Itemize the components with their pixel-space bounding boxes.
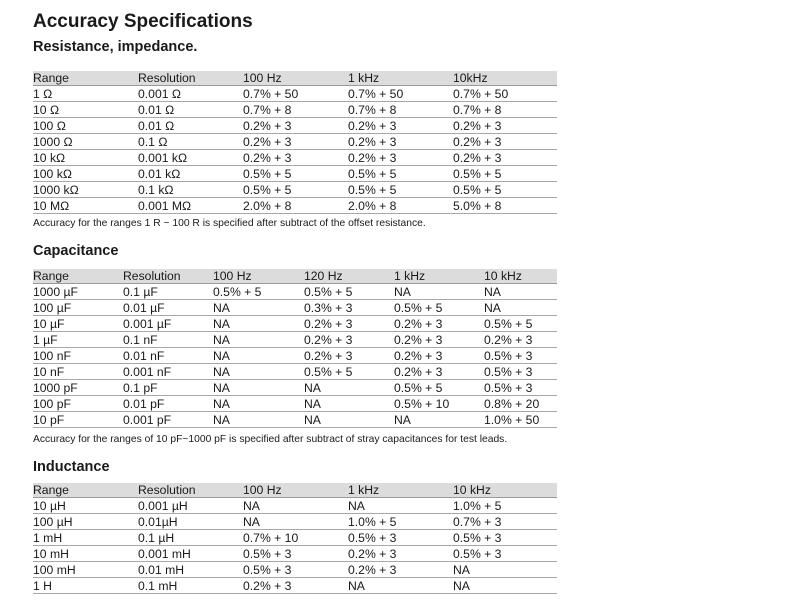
table-cell: 0.001 Ω <box>138 86 243 102</box>
table-cell: NA <box>213 380 304 396</box>
table-cell: 0.1 nF <box>123 332 213 348</box>
table-cell: 1.0% + 50 <box>484 412 557 428</box>
column-header: 1 kHz <box>348 483 453 498</box>
column-header: 100 Hz <box>213 269 304 284</box>
table-row <box>33 86 557 102</box>
resistance-table <box>33 71 557 214</box>
table-cell: 0.5% + 5 <box>348 166 453 182</box>
table-cell: NA <box>213 332 304 348</box>
table-cell: 0.5% + 10 <box>394 396 484 412</box>
column-header: Range <box>33 483 138 498</box>
table-cell: 0.8% + 20 <box>484 396 557 412</box>
table-cell: 0.5% + 3 <box>243 546 348 562</box>
table-cell: 0.1 pF <box>123 380 213 396</box>
table-row <box>33 284 557 300</box>
table-cell: 1 mH <box>33 530 138 546</box>
table-cell: 0.2% + 3 <box>348 150 453 166</box>
table-cell: 0.7% + 8 <box>453 102 557 118</box>
table-cell: 0.2% + 3 <box>453 134 557 150</box>
table-cell: NA <box>348 498 453 514</box>
table-cell: 0.7% + 10 <box>243 530 348 546</box>
table-cell: NA <box>213 348 304 364</box>
table-cell: 0.7% + 3 <box>453 514 557 530</box>
table-row <box>33 134 557 150</box>
capacitance-table <box>33 269 557 428</box>
table-cell: 1 Ω <box>33 86 138 102</box>
table-cell: 0.7% + 50 <box>243 86 348 102</box>
table-cell: 0.2% + 3 <box>348 118 453 134</box>
table-cell: 1.0% + 5 <box>348 514 453 530</box>
table-row <box>33 166 557 182</box>
table-cell: 0.5% + 5 <box>484 316 557 332</box>
table-cell: 0.2% + 3 <box>304 316 394 332</box>
table-cell: 0.1 µH <box>138 530 243 546</box>
table-cell: 10 Ω <box>33 102 138 118</box>
table-cell: 0.2% + 3 <box>243 134 348 150</box>
table-cell: NA <box>304 380 394 396</box>
table-cell: 2.0% + 8 <box>348 198 453 214</box>
table-cell: 0.7% + 8 <box>243 102 348 118</box>
table-row <box>33 380 557 396</box>
table-cell: 0.5% + 5 <box>394 300 484 316</box>
table-cell: 0.7% + 8 <box>348 102 453 118</box>
table-cell: 0.2% + 3 <box>243 118 348 134</box>
table-cell: 0.5% + 5 <box>243 166 348 182</box>
table-cell: 10 pF <box>33 412 123 428</box>
table-cell: 0.5% + 3 <box>348 530 453 546</box>
table-cell: 0.1 mH <box>138 578 243 594</box>
table-row <box>33 198 557 214</box>
column-header: 1 kHz <box>348 71 453 86</box>
table-row <box>33 150 557 166</box>
column-header: 120 Hz <box>304 269 394 284</box>
table-row <box>33 118 557 134</box>
table-cell: 0.01 µF <box>123 300 213 316</box>
table-cell: NA <box>484 300 557 316</box>
table-cell: 0.001 mH <box>138 546 243 562</box>
table-cell: NA <box>394 412 484 428</box>
table-cell: 100 µH <box>33 514 138 530</box>
column-header: Resolution <box>138 71 243 86</box>
table-row <box>33 412 557 428</box>
column-header: 10 kHz <box>453 483 557 498</box>
table-cell: 2.0% + 8 <box>243 198 348 214</box>
table-cell: 100 kΩ <box>33 166 138 182</box>
table-cell: 0.5% + 5 <box>213 284 304 300</box>
table-cell: NA <box>213 412 304 428</box>
table-row <box>33 182 557 198</box>
table-cell: 0.001 µF <box>123 316 213 332</box>
table-cell: 1.0% + 5 <box>453 498 557 514</box>
table-cell: NA <box>453 578 557 594</box>
table-cell: 0.5% + 3 <box>484 348 557 364</box>
table-cell: 0.01 Ω <box>138 118 243 134</box>
table-header-row <box>33 269 557 284</box>
table-cell: 1000 µF <box>33 284 123 300</box>
table-cell: 0.2% + 3 <box>304 332 394 348</box>
table-cell: 0.01 nF <box>123 348 213 364</box>
table-cell: 0.01 Ω <box>138 102 243 118</box>
column-header: Range <box>33 71 138 86</box>
table-row <box>33 546 557 562</box>
table-row <box>33 300 557 316</box>
table-cell: 1 µF <box>33 332 123 348</box>
table-row <box>33 562 557 578</box>
table-cell: NA <box>348 578 453 594</box>
table-cell: 0.7% + 50 <box>453 86 557 102</box>
table-cell: 0.2% + 3 <box>243 578 348 594</box>
table-cell: 0.5% + 3 <box>484 364 557 380</box>
resistance-section-title: Resistance, impedance. <box>33 39 198 55</box>
table-cell: 0.5% + 5 <box>243 182 348 198</box>
table-cell: NA <box>213 396 304 412</box>
table-cell: NA <box>213 316 304 332</box>
inductance-table <box>33 483 557 594</box>
table-row <box>33 364 557 380</box>
table-cell: 10 µF <box>33 316 123 332</box>
table-cell: 0.01 mH <box>138 562 243 578</box>
table-row <box>33 396 557 412</box>
table-cell: 0.001 pF <box>123 412 213 428</box>
table-cell: 0.2% + 3 <box>484 332 557 348</box>
column-header: 10 kHz <box>484 269 557 284</box>
table-cell: 0.2% + 3 <box>453 150 557 166</box>
table-cell: NA <box>213 300 304 316</box>
table-cell: 0.5% + 5 <box>453 166 557 182</box>
table-cell: 0.2% + 3 <box>453 118 557 134</box>
table-cell: 0.5% + 5 <box>453 182 557 198</box>
table-cell: 0.2% + 3 <box>394 316 484 332</box>
inductance-section-title: Inductance <box>33 459 110 475</box>
table-cell: 0.2% + 3 <box>243 150 348 166</box>
table-cell: NA <box>243 498 348 514</box>
table-cell: 0.5% + 5 <box>348 182 453 198</box>
table-cell: 0.001 MΩ <box>138 198 243 214</box>
table-cell: 10 kΩ <box>33 150 138 166</box>
table-row <box>33 578 557 594</box>
table-cell: 1000 pF <box>33 380 123 396</box>
table-cell: 0.5% + 5 <box>304 284 394 300</box>
table-cell: NA <box>213 364 304 380</box>
table-cell: 0.001 nF <box>123 364 213 380</box>
table-cell: NA <box>304 412 394 428</box>
table-row <box>33 530 557 546</box>
table-row <box>33 498 557 514</box>
table-cell: 100 Ω <box>33 118 138 134</box>
table-cell: 0.01 kΩ <box>138 166 243 182</box>
table-row <box>33 102 557 118</box>
table-cell: NA <box>453 562 557 578</box>
table-header-row <box>33 71 557 86</box>
table-cell: 0.3% + 3 <box>304 300 394 316</box>
capacitance-section-title: Capacitance <box>33 243 119 259</box>
table-cell: 1000 Ω <box>33 134 138 150</box>
table-cell: 10 µH <box>33 498 138 514</box>
column-header: Resolution <box>123 269 213 284</box>
table-cell: 0.2% + 3 <box>348 134 453 150</box>
table-cell: 10 nF <box>33 364 123 380</box>
table-cell: 100 nF <box>33 348 123 364</box>
table-cell: 0.5% + 3 <box>453 530 557 546</box>
table-cell: 0.001 kΩ <box>138 150 243 166</box>
table-cell: NA <box>243 514 348 530</box>
table-cell: 0.2% + 3 <box>394 332 484 348</box>
column-header: 100 Hz <box>243 71 348 86</box>
table-row <box>33 348 557 364</box>
table-cell: 0.2% + 3 <box>304 348 394 364</box>
table-cell: NA <box>394 284 484 300</box>
column-header: 10kHz <box>453 71 557 86</box>
column-header: Resolution <box>138 483 243 498</box>
table-cell: 0.5% + 5 <box>304 364 394 380</box>
page-title: Accuracy Specifications <box>33 11 253 32</box>
table-cell: 1000 kΩ <box>33 182 138 198</box>
table-cell: 10 MΩ <box>33 198 138 214</box>
table-header-row <box>33 483 557 498</box>
table-row <box>33 316 557 332</box>
table-cell: 100 mH <box>33 562 138 578</box>
column-header: 100 Hz <box>243 483 348 498</box>
table-cell: 0.1 Ω <box>138 134 243 150</box>
table-cell: NA <box>304 396 394 412</box>
table-row <box>33 332 557 348</box>
table-cell: 10 mH <box>33 546 138 562</box>
table-cell: 0.01 pF <box>123 396 213 412</box>
table-cell: 100 pF <box>33 396 123 412</box>
capacitance-note: Accuracy for the ranges of 10 pF~1000 pF is specified after subtract of stray capacitances for test leads. <box>33 434 508 445</box>
table-row <box>33 514 557 530</box>
table-cell: 5.0% + 8 <box>453 198 557 214</box>
column-header: Range <box>33 269 123 284</box>
resistance-note: Accuracy for the ranges 1 R ~ 100 R is specified after subtract of the offset resistance. <box>33 218 426 229</box>
table-cell: 0.01µH <box>138 514 243 530</box>
column-header: 1 kHz <box>394 269 484 284</box>
table-cell: 0.2% + 3 <box>394 348 484 364</box>
table-cell: 0.5% + 3 <box>243 562 348 578</box>
table-cell: 0.5% + 3 <box>453 546 557 562</box>
table-cell: 0.1 kΩ <box>138 182 243 198</box>
table-cell: 0.2% + 3 <box>348 546 453 562</box>
table-cell: NA <box>484 284 557 300</box>
table-cell: 0.5% + 5 <box>394 380 484 396</box>
table-cell: 0.7% + 50 <box>348 86 453 102</box>
table-cell: 0.1 µF <box>123 284 213 300</box>
table-cell: 0.2% + 3 <box>348 562 453 578</box>
table-cell: 0.2% + 3 <box>394 364 484 380</box>
table-cell: 1 H <box>33 578 138 594</box>
table-cell: 0.001 µH <box>138 498 243 514</box>
table-cell: 100 µF <box>33 300 123 316</box>
table-cell: 0.5% + 3 <box>484 380 557 396</box>
spec-page <box>33 10 773 594</box>
